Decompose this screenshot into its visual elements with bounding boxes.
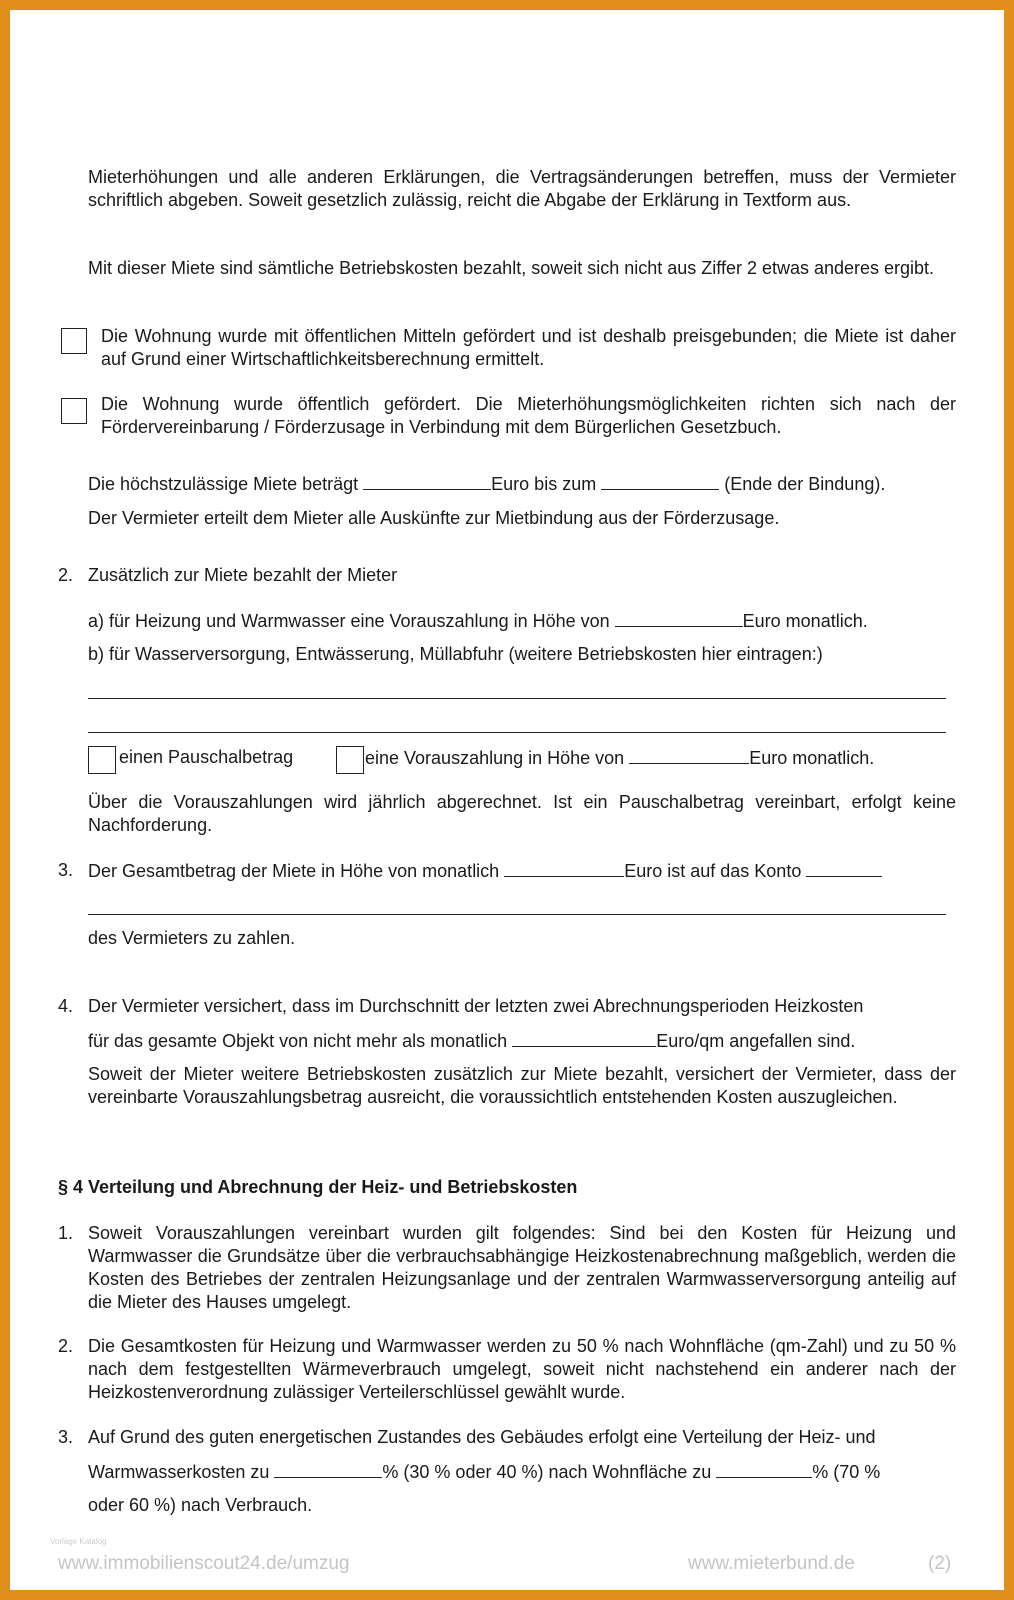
- checkbox-prepayment-line: [365, 746, 874, 770]
- watermark: Vorlage Katalog: [50, 1537, 107, 1546]
- checkbox-prepayment-suffix: Euro monatlich.: [749, 748, 875, 768]
- item-3-number: 3.: [58, 860, 74, 880]
- item-2a-label: a): [88, 611, 105, 631]
- s4-item-1-text: Soweit Vorauszahlungen vereinbart wurden gilt folgendes: Sind bei den Kosten für Heizung und Warmwasser die Grundsätze über die verbrauchsabhängige Heizkostenabrechnung maßgeblich, werden die Kosten des Betriebes der zentralen Heizungsanlage und der zentralen Warmwasserversorgung anteilig auf die Mieter des Hauses umgelegt.: [88, 1223, 956, 1312]
- footer-left-url[interactable]: www.immobilienscout24.de/umzug: [58, 1553, 350, 1574]
- checkbox-publicly-funded-label: Die Wohnung wurde öffentlich gefördert. Die Mieterhöhungsmöglichkeiten richten sich nach der Fördervereinbarung / Förderzusage in Verbindung mit dem Bürgerlichen Gesetzbuch.: [101, 394, 956, 437]
- item-4-line-2-prefix: für das gesamte Objekt von nicht mehr als monatlich: [88, 1031, 508, 1051]
- checkbox-flat-rate[interactable]: [88, 746, 116, 774]
- item-2-text: Zusätzlich zur Miete bezahlt der Mieter: [88, 565, 398, 585]
- intro-paragraph-1: Mieterhöhungen und alle anderen Erklärungen, die Vertragsänderungen betreffen, muss der Vermieter schriftlich abgeben. Soweit gesetzlich zulässig, reicht die Abgabe der Erklärung in Textform aus.: [88, 167, 956, 210]
- item-3-mid: Euro ist auf das Konto: [624, 861, 802, 881]
- item-3-prefix: Der Gesamtbetrag der Miete in Höhe von monatlich: [88, 861, 500, 881]
- item-2b-label: b): [88, 644, 105, 664]
- account-line[interactable]: [88, 914, 946, 915]
- item-2a-line: [88, 609, 956, 633]
- item-3-line: [88, 859, 956, 883]
- consumption-share-field[interactable]: [716, 1460, 812, 1478]
- document-page: [10, 10, 1004, 1590]
- account-field[interactable]: [806, 859, 882, 877]
- s4-item-3-line-2-suffix: % (70 %: [812, 1462, 881, 1482]
- max-rent-line: [88, 472, 956, 496]
- checkbox-price-bound[interactable]: [61, 328, 87, 354]
- item-2-number: 2.: [58, 565, 74, 585]
- item-4-number: 4.: [58, 996, 74, 1016]
- checkbox-price-bound-label: Die Wohnung wurde mit öffentlichen Mitteln gefördert und ist deshalb preisgebunden; die Miete ist daher auf Grund einer Wirtschaftlichkeitsberechnung ermittelt.: [101, 326, 956, 369]
- item-2a-suffix: Euro monatlich.: [742, 611, 868, 631]
- item-4-paragraph: Soweit der Mieter weitere Betriebskosten zusätzlich zur Miete bezahlt, versichert der Vermieter, dass der vereinbarte Vorauszahlungsbetrag ausreicht, die voraussichtlich entstehenden Kosten auszugleichen.: [88, 1064, 956, 1107]
- s4-item-1-number: 1.: [58, 1223, 74, 1243]
- heating-cost-per-sqm-field[interactable]: [512, 1029, 656, 1047]
- s4-item-3-line-3: oder 60 %) nach Verbrauch.: [88, 1495, 313, 1515]
- footer-page-number: (2): [928, 1553, 952, 1574]
- s4-item-3-line-1: Auf Grund des guten energetischen Zustandes des Gebäudes erfolgt eine Verteilung der Heiz- und: [88, 1427, 876, 1447]
- item-4-line-2-suffix: Euro/qm angefallen sind.: [656, 1031, 856, 1051]
- s4-item-2-number: 2.: [58, 1336, 74, 1356]
- item-2a-text: für Heizung und Warmwasser eine Vorauszahlung in Höhe von: [109, 611, 610, 631]
- checkbox-prepayment[interactable]: [336, 746, 364, 774]
- other-costs-line-2[interactable]: [88, 732, 946, 733]
- checkbox-prepayment-label: eine Vorauszahlung in Höhe von: [365, 748, 625, 768]
- area-share-field[interactable]: [274, 1460, 382, 1478]
- intro-paragraph-2: Mit dieser Miete sind sämtliche Betriebskosten bezahlt, soweit sich nicht aus Ziffer 2 etwas anderes ergibt.: [88, 258, 935, 278]
- s4-item-3-line-2-mid: % (30 % oder 40 %) nach Wohnfläche zu: [382, 1462, 712, 1482]
- item-4-line-2: [88, 1029, 956, 1053]
- other-costs-line-1[interactable]: [88, 698, 946, 699]
- s4-item-3-line-2-prefix: Warmwasserkosten zu: [88, 1462, 270, 1482]
- checkbox-publicly-funded[interactable]: [61, 398, 87, 424]
- max-rent-suffix: (Ende der Bindung).: [724, 474, 886, 494]
- total-rent-field[interactable]: [504, 859, 624, 877]
- section-4-heading: § 4 Verteilung und Abrechnung der Heiz- und Betriebskosten: [58, 1177, 578, 1197]
- item-2b-text: für Wasserversorgung, Entwässerung, Müllabfuhr (weitere Betriebskosten hier eintragen:): [109, 644, 823, 664]
- max-rent-amount-field[interactable]: [363, 472, 491, 490]
- item-3-end: des Vermieters zu zahlen.: [88, 928, 296, 948]
- item-4-line-1: Der Vermieter versichert, dass im Durchschnitt der letzten zwei Abrechnungsperioden Heizkosten: [88, 996, 864, 1016]
- other-costs-prepayment-field[interactable]: [629, 746, 749, 764]
- info-line: Der Vermieter erteilt dem Mieter alle Auskünfte zur Mietbindung aus der Förderzusage.: [88, 508, 780, 528]
- s4-item-2-text: Die Gesamtkosten für Heizung und Warmwasser werden zu 50 % nach Wohnfläche (qm-Zahl) und zu 50 % nach dem festgestellten Wärmeverbrauch umgelegt, soweit nicht nachstehend ein anderer nach der Heizkostenverordnung zulässiger Verteilerschlüssel gewählt wurde.: [88, 1336, 956, 1402]
- binding-end-date-field[interactable]: [601, 472, 719, 490]
- max-rent-mid: Euro bis zum: [491, 474, 597, 494]
- settlement-paragraph: Über die Vorauszahlungen wird jährlich abgerechnet. Ist ein Pauschalbetrag vereinbart, erfolgt keine Nachforderung.: [88, 792, 956, 835]
- s4-item-3-number: 3.: [58, 1427, 74, 1447]
- max-rent-prefix: Die höchstzulässige Miete beträgt: [88, 474, 359, 494]
- checkbox-flat-rate-label: einen Pauschalbetrag: [119, 747, 294, 767]
- item-2b-line: [88, 643, 956, 666]
- s4-item-3-line-2: [88, 1460, 956, 1484]
- heating-prepayment-field[interactable]: [615, 609, 743, 627]
- footer-right-url[interactable]: www.mieterbund.de: [688, 1553, 855, 1574]
